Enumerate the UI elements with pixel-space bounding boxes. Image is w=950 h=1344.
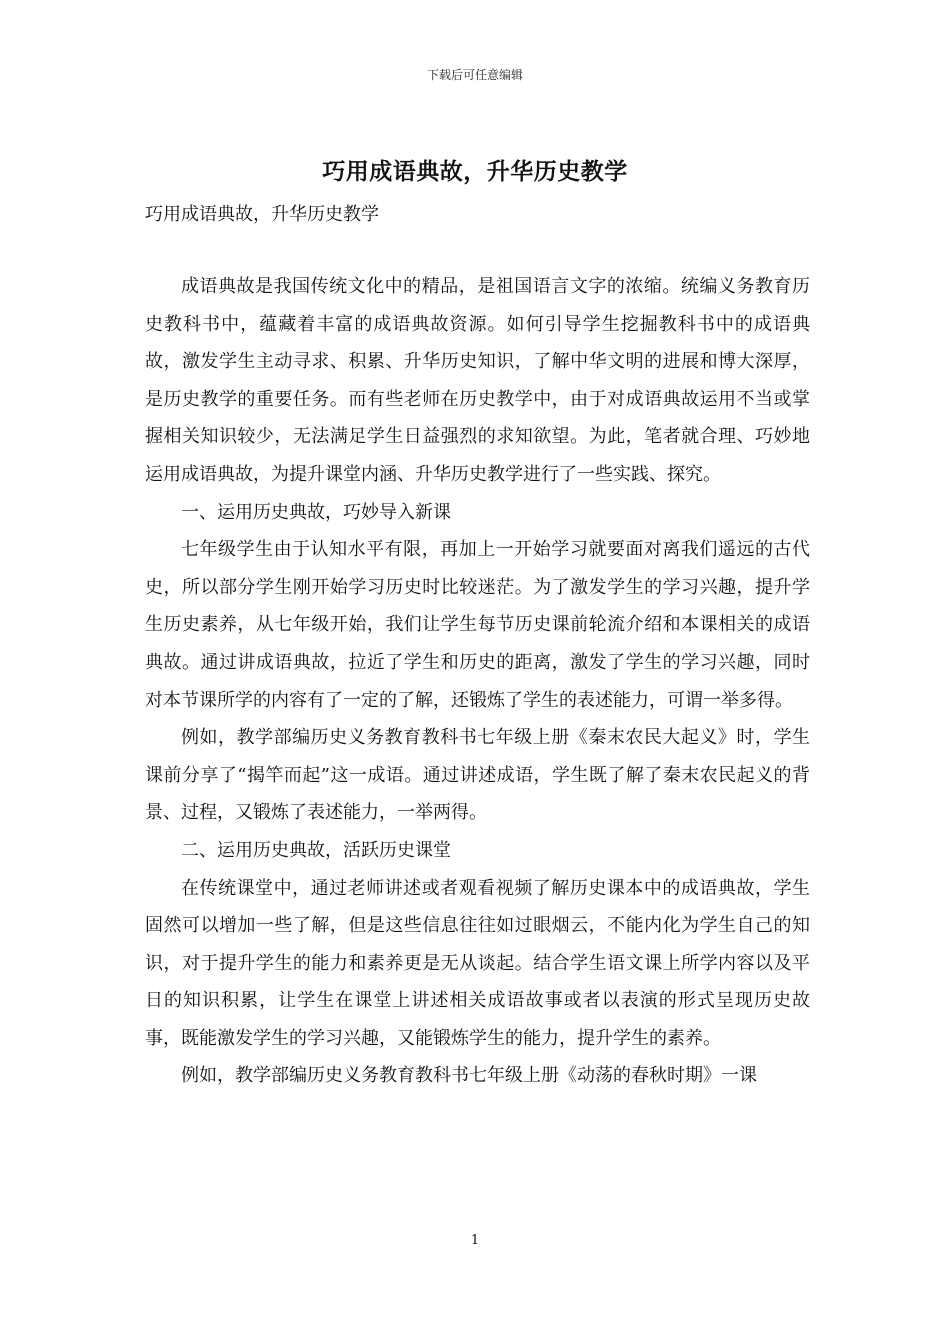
document-title: 巧用成语典故，升华历史教学 [322, 159, 628, 185]
section-heading-1: 一、运用历史典故，巧妙导入新课 [181, 501, 451, 523]
header-note: 下载后可任意编辑 [426, 68, 523, 82]
paragraph-section-1: 七年级学生由于认知水平有限，再加上一开始学习就要面对离我们遥远的古代史，所以部分学生刚开始学习历史时比较迷茫。为了激发学生的学习兴趣，提升学生历史素养，从七年级开始，我们让学生每节历史课前轮流介绍和本课相关的成语典故。通过讲成语典故，拉近了学生和历史的距离，激发了学生的学习兴趣，同时对本节课所学的内容有了一定的了解，还锻炼了学生的表述能力，可谓一举多得。 [145, 539, 810, 711]
paragraph-example-1: 例如，教学部编历史义务教育教科书七年级上册《秦末农民大起义》时，学生课前分享了“揭竿而起”这一成语。通过讲述成语，学生既了解了秦末农民起义的背景、过程，又锻炼了表述能力，一举两得。 [145, 727, 810, 824]
paragraph-example-2: 例如，教学部编历史义务教育教科书七年级上册《动荡的春秋时期》一课 [181, 1065, 757, 1087]
document-body [145, 268, 810, 1095]
document-subtitle: 巧用成语典故，升华历史教学 [145, 204, 379, 225]
page-number: 1 [470, 1233, 480, 1248]
section-heading-2: 二、运用历史典故，活跃历史课堂 [181, 839, 451, 861]
paragraph-section-2: 在传统课堂中，通过老师讲述或者观看视频了解历史课本中的成语典故，学生固然可以增加一些了解，但是这些信息往往如过眼烟云，不能内化为学生自己的知识，对于提升学生的能力和素养更是无从谈起。结合学生语文课上所学内容以及平日的知识积累，让学生在课堂上讲述相关成语故事或者以表演的形式呈现历史故事，既能激发学生的学习兴趣，又能锻炼学生的能力，提升学生的素养。 [145, 877, 810, 1049]
paragraph-intro: 成语典故是我国传统文化中的精品，是祖国语言文字的浓缩。统编义务教育历史教科书中，蕴藏着丰富的成语典故资源。如何引导学生挖掘教科书中的成语典故，激发学生主动寻求、积累、升华历史知识，了解中华文明的进展和博大深厚，是历史教学的重要任务。而有些老师在历史教学中，由于对成语典故运用不当或掌握相关知识较少，无法满足学生日益强烈的求知欲望。为此，笔者就合理、巧妙地运用成语典故，为提升课堂内涵、升华历史教学进行了一些实践、探究。 [145, 276, 810, 485]
